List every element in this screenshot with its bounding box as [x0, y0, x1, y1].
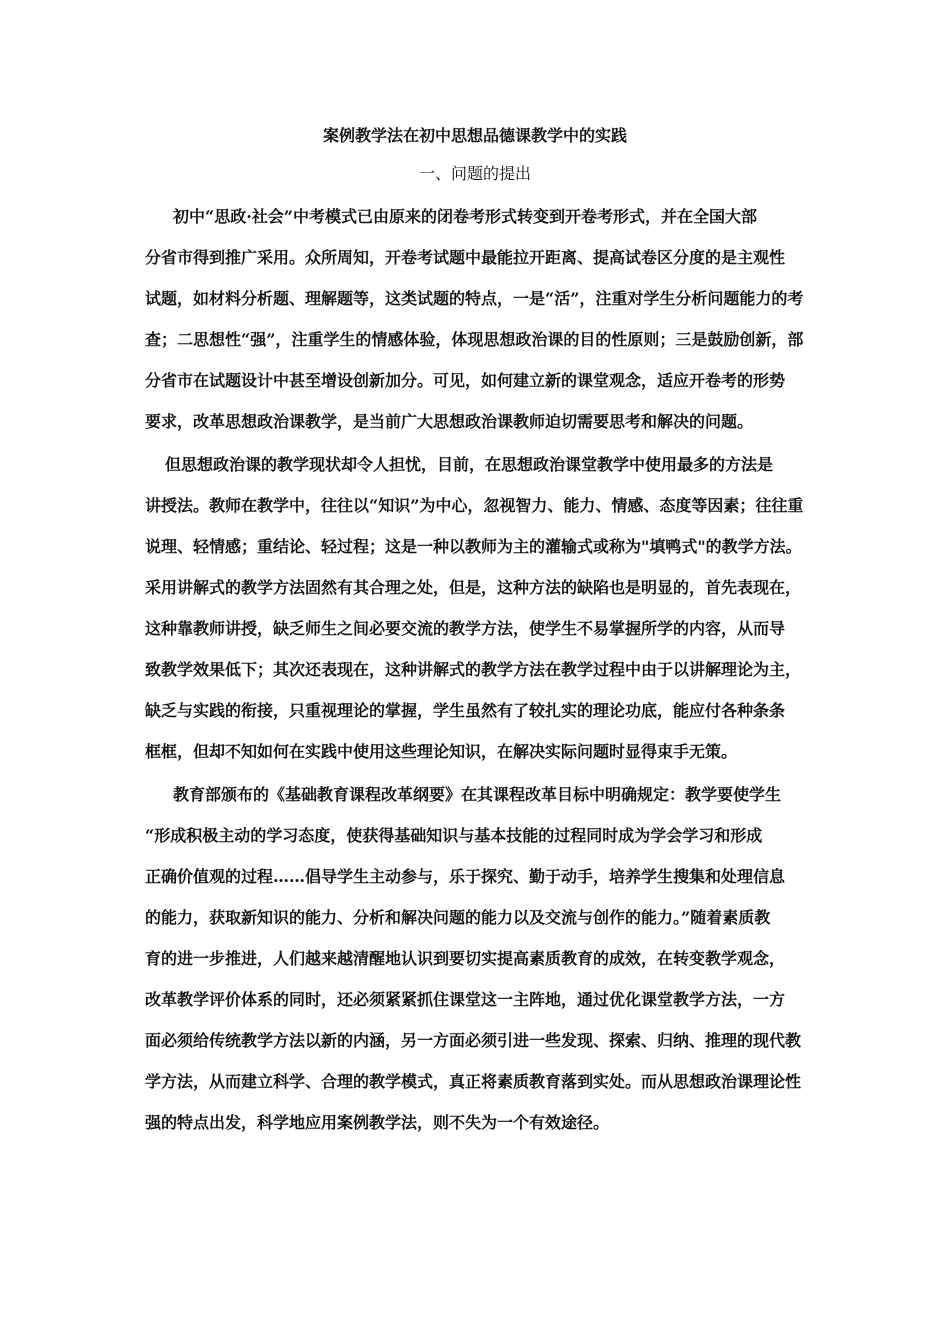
paragraph-line: 改革教学评价体系的同时，还必须紧紧抓住课堂这一主阵地，通过优化课堂教学方法，一方 — [145, 990, 786, 1009]
paragraph-line: 的能力，获取新知识的能力、分析和解决问题的能力以及交流与创作的能力。”随着素质教 — [145, 908, 771, 927]
paragraph-line: 试题，如材料分析题、理解题等，这类试题的特点，一是“活”，注重对学生分析问题能力的考 — [145, 289, 804, 308]
paragraph-line: 说理、轻情感；重结论、轻过程；这是一种以教师为主的灌输式或称为"填鸭式"的教学方法。 — [145, 537, 802, 556]
paragraph-line: 讲授法。教师在教学中，往往以“知识”为中心，忽视智力、能力、情感、态度等因素；往往重 — [145, 496, 804, 515]
paragraph-line: 框框，但却不知如何在实践中使用这些理论知识，在解决实际问题时显得束手无策。 — [145, 742, 738, 761]
paragraph-line: 学方法，从而建立科学、合理的教学模式，真正将素质教育落到实处。而从思想政治课理论性 — [145, 1072, 802, 1091]
paragraph-line: 正确价值观的过程……倡导学生主动参与，乐于探究、勤于动手，培养学生搜集和处理信息 — [145, 867, 786, 886]
paragraph-line: 分省市在试题设计中甚至增设创新加分。可见，如何建立新的课堂观念，适应开卷考的形势 — [145, 371, 786, 390]
paragraph-line: 育的进一步推进，人们越来越清醒地认识到要切实提高素质教育的成效，在转变教学观念， — [145, 949, 786, 968]
paragraph-line: 初中“思政·社会”中考模式已由原来的闭卷考形式转变到开卷考形式，并在全国大部 — [173, 207, 757, 226]
paragraph — [145, 774, 821, 1143]
paragraph-line: 教育部颁布的《基础教育课程改革纲要》在其课程改革目标中明确规定：教学要使学生 — [173, 785, 782, 804]
paragraph-line: 要求，改革思想政治课教学，是当前广大思想政治课教师迫切需要思考和解决的问题。 — [145, 412, 754, 431]
paragraph-line: 采用讲解式的教学方法固然有其合理之处，但是，这种方法的缺陷也是明显的，首先表现在， — [145, 578, 802, 597]
paragraph-line: 分省市得到推广采用。众所周知，开卷考试题中最能拉开距离、提高试卷区分度的是主观性 — [145, 248, 786, 267]
paragraph — [145, 196, 821, 442]
paragraph-line: 查；二思想性“强”，注重学生的情感体验，体现思想政治课的目的性原则；三是鼓励创新，部 — [145, 330, 804, 349]
paragraph-line: 缺乏与实践的衔接，只重视理论的掌握，学生虽然有了较扎实的理论功底，能应付各种条条 — [145, 701, 786, 720]
paragraph-line: 强的特点出发，科学地应用案例教学法，则不失为一个有效途径。 — [145, 1113, 610, 1132]
paragraph-line: 面必须给传统教学方法以新的内涵，另一方面必须引进一些发现、探索、归纳、推理的现代教 — [145, 1031, 802, 1050]
paragraph-line: 但思想政治课的教学现状却令人担忧，目前，在思想政治课堂教学中使用最多的方法是 — [165, 455, 774, 474]
paragraph-line: 这种靠教师讲授，缺乏师生之间必要交流的教学方法，使学生不易掌握所学的内容，从而导 — [145, 619, 786, 638]
paragraph-line: 致教学效果低下；其次还表现在，这种讲解式的教学方法在教学过程中由于以讲解理论为主， — [145, 660, 802, 679]
paragraph-line: “形成积极主动的学习态度，使获得基础知识与基本技能的过程同时成为学会学习和形成 — [145, 826, 763, 845]
document-title: 案例教学法在初中思想品德课教学中的实践 — [322, 126, 627, 145]
document-body — [145, 196, 821, 1143]
section-heading: 一、问题的提出 — [418, 164, 531, 183]
paragraph — [145, 444, 821, 772]
